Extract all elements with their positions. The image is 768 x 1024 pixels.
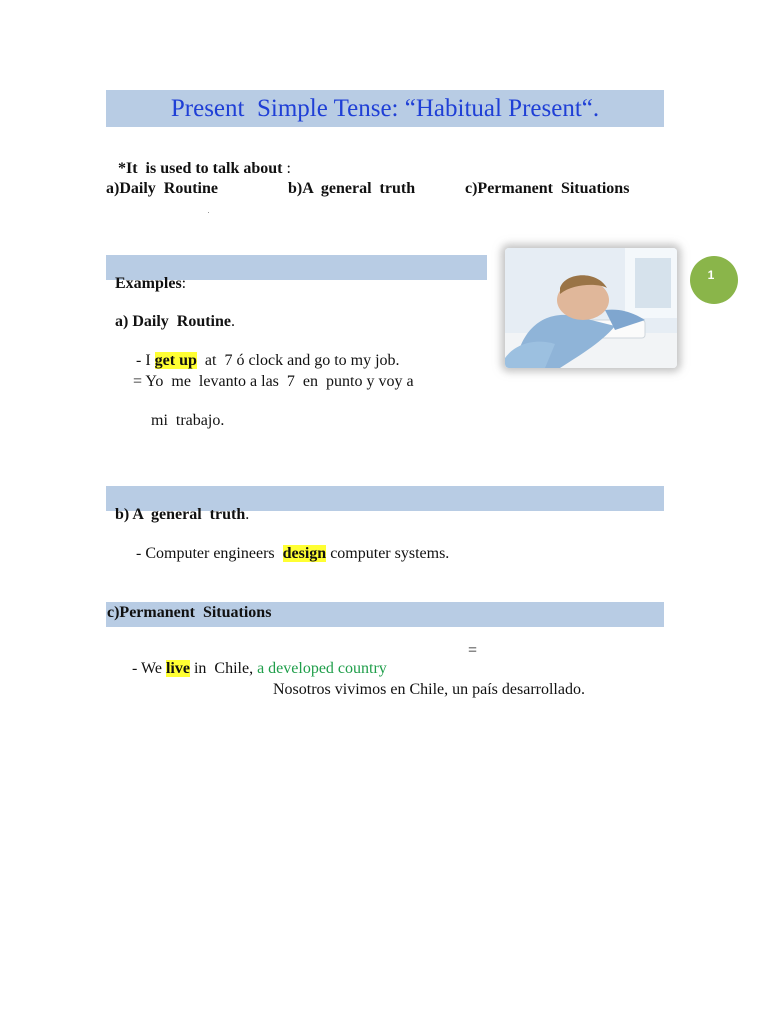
stray-dot	[208, 212, 209, 213]
page-title: Present Simple Tense: “Habitual Present“.	[170, 94, 600, 122]
examples-label: Examples	[115, 275, 182, 292]
section-b-heading	[107, 488, 249, 524]
highlight-design: design	[282, 545, 327, 562]
section-a-suffix: .	[231, 313, 235, 330]
photo-illustration	[505, 248, 677, 368]
section-b-line1	[128, 527, 449, 563]
intro-text: *It is used to talk about	[118, 160, 283, 177]
section-a-line1	[128, 334, 400, 370]
equals-sign: =	[468, 642, 478, 659]
section-a-line3: mi trabajo.	[151, 412, 225, 429]
section-b-title: b) A general truth	[115, 506, 246, 523]
use-a: a)Daily Routine	[106, 180, 218, 197]
section-c-line1	[124, 642, 387, 678]
title-bar	[106, 90, 664, 127]
section-b-line1-post: computer systems.	[326, 545, 450, 562]
developed-country-text: a developed country	[257, 660, 387, 677]
section-c-heading: c)Permanent Situations	[107, 604, 272, 621]
section-b-suffix: .	[245, 506, 250, 523]
page-number-badge	[690, 256, 738, 304]
examples-heading	[107, 257, 186, 293]
highlight-get-up: get up	[154, 352, 197, 369]
intro-suffix: :	[282, 160, 291, 177]
section-a-heading	[107, 295, 235, 331]
section-a-line2: = Yo me levanto a las 7 en punto y voy a	[133, 373, 414, 390]
section-a-line1-pre: - I	[136, 352, 155, 369]
section-c-line1-pre: - We	[132, 660, 166, 677]
intro-line	[110, 142, 291, 178]
section-a-line1-post: at 7 ó clock and go to my job.	[196, 352, 400, 369]
sleeping-man-photo	[505, 248, 677, 368]
section-c-line1-mid: in Chile,	[189, 660, 258, 677]
examples-suffix: :	[181, 275, 187, 292]
use-b: b)A general truth	[288, 180, 416, 197]
section-c-line2: Nosotros vivimos en Chile, un país desarrollado.	[273, 681, 585, 698]
use-c: c)Permanent Situations	[465, 180, 630, 197]
highlight-live: live	[165, 660, 190, 677]
page-number: 1	[707, 268, 715, 282]
section-a-title: a) Daily Routine	[115, 313, 231, 330]
section-b-line1-pre: - Computer engineers	[136, 545, 283, 562]
